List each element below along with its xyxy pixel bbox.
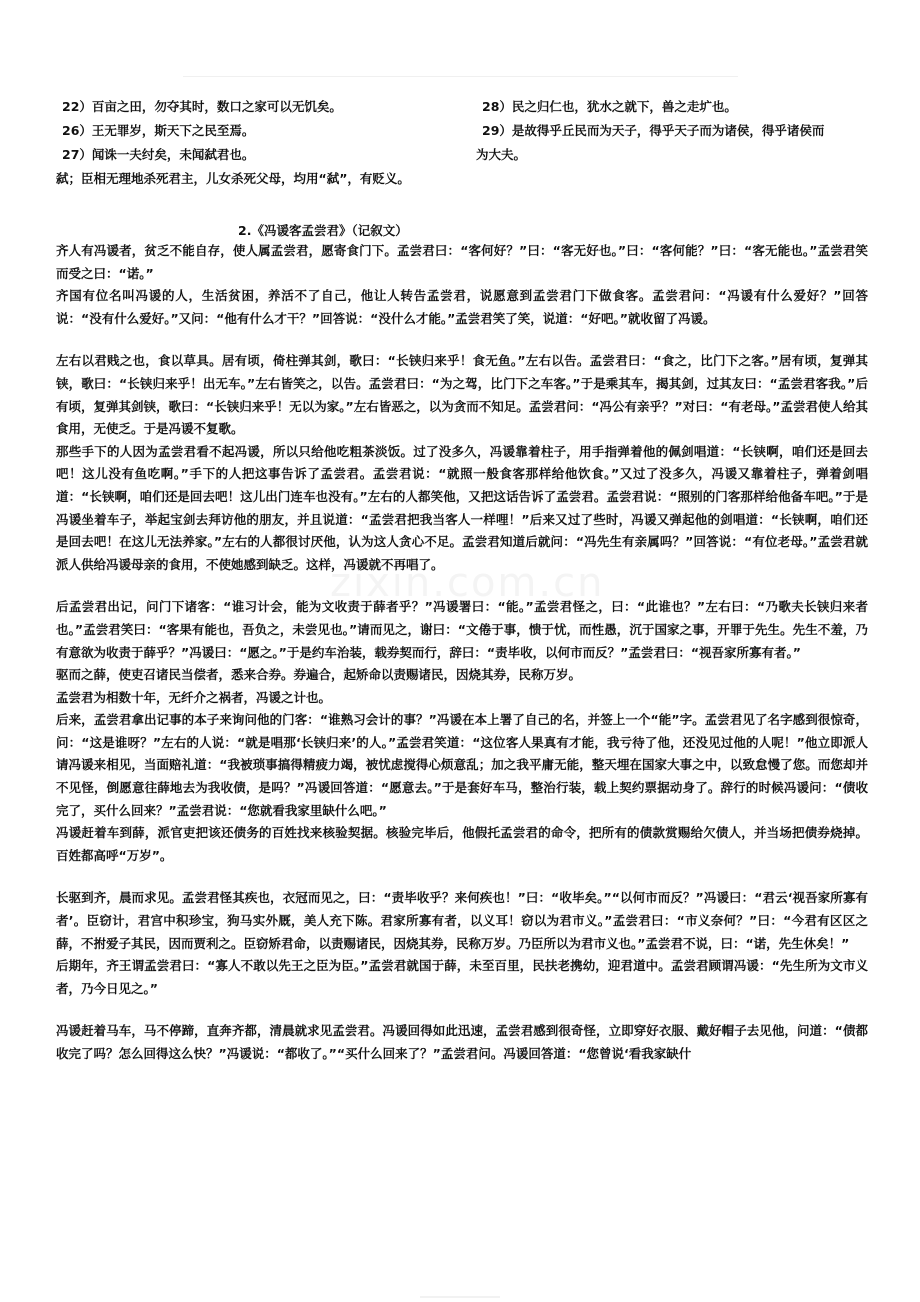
paragraph-gap <box>56 330 868 350</box>
note-22: 22）百亩之田，勿夺其时，数口之家可以无饥矣。 <box>62 99 342 114</box>
note-26: 26）王无罪岁，斯天下之民至焉。 <box>62 123 255 138</box>
paragraph: 驱而之薛，使吏召诸民当偿者，悉来合券。券遍合，起矫命以责赐诸民，因烧其券，民称万岁。 <box>56 667 582 683</box>
paragraph: 后期年，齐王谓孟尝君曰：“寡人不敢以先王之臣为臣。”孟尝君就国于薛，未至百里，民扶老携幼，迎君道中。孟尝君顾谓冯谖：“先生所为文市义者，乃今日见之。” <box>56 958 868 996</box>
top-divider <box>183 76 738 77</box>
paragraph: 左右以君贱之也，食以草具。居有顷，倚柱弹其剑，歌曰：“长铗归来乎！食无鱼。”左右以告。孟尝君曰：“食之，比门下之客。”居有顷，复弹其铗，歌曰：“长铗归来乎！出无车。”左右皆笑之，以告。孟尝君曰：“为之驾，比门下之车客。”于是乘其车，揭其剑，过其友曰：“孟尝君客我。”后有顷，复弹其剑铗，歌曰：“长铗归来乎！无以为家。”左右皆恶之，以为贪而不知足。孟尝君问：“冯公有亲乎？”对曰：“有老母。”孟尝君使人给其食用，无使乏。于是冯谖不复歌。 <box>56 353 868 437</box>
paragraph: 冯谖赶着马车，马不停蹄，直奔齐都，清晨就求见孟尝君。冯谖回得如此迅速，孟尝君感到很奇怪，立即穿好衣服、戴好帽子去见他，问道：“债都收完了吗？怎么回得这么快？”冯谖说：“都收了。”“买什么回来了？”孟尝君问。冯谖回答道：“您曾说‘看我家缺什 <box>56 1023 868 1061</box>
note-29-line1: 29）是故得乎丘民而为天子，得乎天子而为诸侯，得乎诸侯而 <box>482 123 825 138</box>
watermark: zixin.com.cn <box>330 560 605 606</box>
section-title: 2.《冯谖客孟尝君》（记叙文） <box>238 223 408 238</box>
paragraph: 那些手下的人因为孟尝君看不起冯谖，所以只给他吃粗茶淡饭。过了没多久，冯谖靠着柱子，用手指弹着他的佩剑唱道：“长铗啊，咱们还是回去吧！这儿没有鱼吃啊。”手下的人把这事告诉了孟尝君。孟尝君说：“就照一般食客那样给他饮食。”又过了没多久，冯谖又靠着柱子，弹着剑唱道：“长铗啊，咱们还是回去吧！这儿出门连车也没有。”左右的人都笑他，又把这话告诉了孟尝君。孟尝君说：“照别的门客那样给他备车吧。”于是冯谖坐着车子，举起宝剑去拜访他的朋友，并且说道：“孟尝君把我当客人一样哩！”后来又过了些时，冯谖又弹起他的剑唱道：“长铗啊，咱们还是回去吧！在这儿无法养家。”左右的人都很讨厌他，认为这人贪心不足。孟尝君知道后就问：“冯先生有亲属吗？”回答说：“有位老母。”孟尝君就派人供给冯谖母亲的食用，不使她感到缺乏。这样，冯谖就不再唱了。 <box>56 443 868 572</box>
paragraph: 孟尝君为相数十年，无纤介之祸者，冯谖之计也。 <box>56 689 332 705</box>
paragraph: 长驱到齐，晨而求见。孟尝君怪其疾也，衣冠而见之，曰：“责毕收乎？来何疾也！”曰：“收毕矣。”“以何市而反？”冯谖曰：“君云‘视吾家所寡有者’。臣窃计，君宫中积珍宝，狗马实外厩，美人充下陈。君家所寡有者，以义耳！窃以为君市义。”孟尝君曰：“市义奈何？”曰：“今君有区区之薛，不拊爱子其民，因而贾利之。臣窃矫君命，以责赐诸民，因烧其券，民称万岁。乃臣所以为君市义也。”孟尝君不说，曰：“诺，先生休矣！” <box>56 890 868 951</box>
paragraph: 后孟尝君出记，问门下诸客：“谁习计会，能为文收责于薛者乎？”冯谖署曰：“能。”孟尝君怪之，曰：“此谁也？”左右曰：“乃歌夫长铗归来者也。”孟尝君笑曰：“客果有能也，吾负之，未尝见也。”请而见之，谢曰：“文倦于事，愦于忧，而性愚，沉于国家之事，开罪于先生。先生不羞，乃有意欲为收责于薛乎？”冯谖曰：“愿之。”于是约车治装，载券契而行，辞曰：“责毕收，以何市而反？”孟尝君曰：“视吾家所寡有者。” <box>56 599 868 660</box>
paragraph: 冯谖赶着车到薛，派官吏把该还债务的百姓找来核验契据。核验完毕后，他假托孟尝君的命令，把所有的债款赏赐给欠债人，并当场把债券烧掉。百姓都高呼“万岁”。 <box>56 825 868 863</box>
paragraph: 后来，孟尝君拿出记事的本子来询问他的门客：“谁熟习会计的事？”冯谖在本上署了自己的名，并签上一个“能”字。孟尝君见了名字感到很惊奇，问：“这是谁呀？”左右的人说：“就是唱那‘长铗归来’的人。”孟尝君笑道：“这位客人果真有才能，我亏待了他，还没见过他的人呢！”他立即派人请冯谖来相见，当面赔礼道：“我被琐事搞得精疲力竭，被忧虑搅得心烦意乱；加之我平庸无能，整天埋在国家大事之中，以致怠慢了您。而您却并不见怪，倒愿意往薛地去为我收债，是吗？”冯谖回答道：“愿意去。”于是套好车马，整治行装，载上契约票据动身了。辞行的时候冯谖问：“债收完了，买什么回来？”孟尝君说：“您就看我家里缺什么吧。” <box>56 712 868 818</box>
paragraph-gap <box>56 576 868 596</box>
note-shi: 弑；臣相无理地杀死君主，儿女杀死父母，均用“弑”，有贬义。 <box>56 171 410 186</box>
paragraph: 齐国有位名叫冯谖的人，生活贫困，养活不了自己，他让人转告孟尝君，说愿意到孟尝君门下做食客。孟尝君问：“冯谖有什么爱好？”回答说：“没有什么爱好。”又问：“他有什么才干？”回答说：“没什么才能。”孟尝君笑了笑，说道：“好吧。”就收留了冯谖。 <box>56 288 868 326</box>
note-27: 27）闻诛一夫纣矣，未闻弑君也。 <box>62 147 255 162</box>
footer-mark <box>420 1296 500 1298</box>
paragraph-gap <box>56 1000 868 1020</box>
paragraph-gap <box>56 867 868 887</box>
note-28: 28）民之归仁也，犹水之就下，兽之走圹也。 <box>482 99 737 114</box>
paragraph: 齐人有冯谖者，贫乏不能自存，使人属孟尝君，愿寄食门下。孟尝君曰：“客何好？”曰：“客无好也。”曰：“客何能？”曰：“客无能也。”孟尝君笑而受之曰：“诺。” <box>56 243 868 281</box>
article-body <box>56 240 868 1066</box>
note-29-line2: 为大夫。 <box>476 147 527 162</box>
